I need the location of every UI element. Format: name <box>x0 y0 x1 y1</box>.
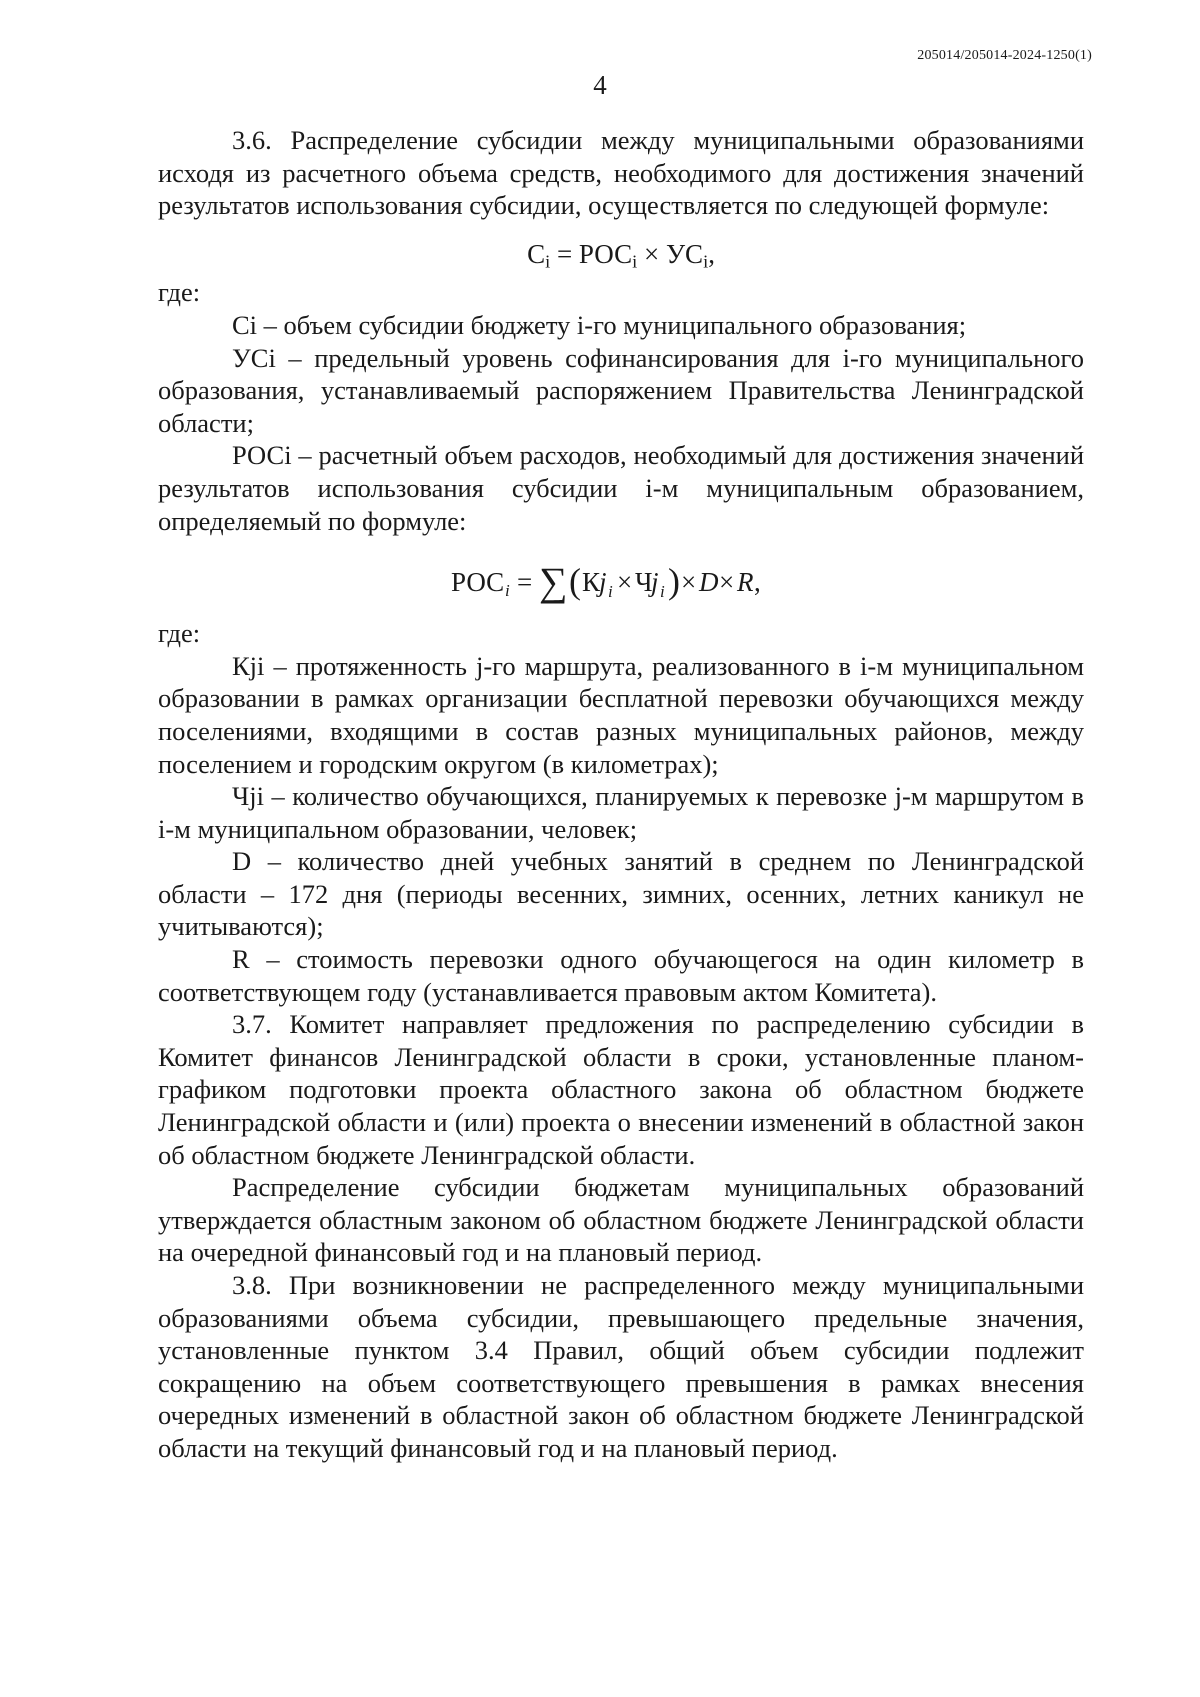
definition-roci: РОСi – расчетный объем расходов, необходимый для достижения значений результатов использования субсидии i-м муниципальным образованием, определяемый по формуле: <box>158 440 1084 536</box>
paragraph-3-6-intro: 3.6. Распределение субсидии между муниципальными образованиями исходя из расчетного объема средств, необходимого для достижения значений результатов использования субсидии, осуществляется по следующей формуле: <box>158 125 1084 221</box>
formula-roci-lhs-sub: i <box>505 581 510 601</box>
where-label-1: где: <box>158 277 201 308</box>
formula-roci-tail: , <box>754 567 761 598</box>
formula-ci-roc: = РОС <box>550 238 633 269</box>
formula-roci-k-i: i <box>608 582 613 602</box>
formula-ci <box>158 238 1084 271</box>
formula-roci-ch-j: j <box>651 567 659 598</box>
formula-ci-lhs-sub: i <box>545 251 551 272</box>
paragraph-3-7-distribution: Распределение субсидии бюджетам муниципальных образований утверждается областным законом об областном бюджете Ленинградской области на очередной финансовый год и на плановый период. <box>158 1172 1084 1268</box>
formula-roci-times-2: × <box>681 567 697 598</box>
document-id: 205014/205014-2024-1250(1) <box>917 48 1092 63</box>
formula-ci-lhs: C <box>527 238 546 269</box>
formula-roci-ch-i: i <box>660 582 665 602</box>
definition-d: D – количество дней учебных занятий в среднем по Ленинградской области – 172 дня (периоды весенних, зимних, осенних, летних каникул не учитываются); <box>158 846 1084 942</box>
formula-roci-open-paren: ( <box>569 561 581 602</box>
definition-usi: УСi – предельный уровень софинансирования для i-го муниципального образования, устанавливаемый распоряжением Правительства Ленинградской области; <box>158 342 1084 438</box>
where-label-2: где: <box>158 618 201 649</box>
formula-ci-roc-sub: i <box>632 251 638 272</box>
formula-roci-ch: Ч <box>635 567 653 598</box>
formula-roci-close-paren: ) <box>668 561 680 602</box>
definition-kji: Кji – протяженность j-го маршрута, реализованного в i-м муниципальном образовании в рамках организации бесплатной перевозки обучающихся между поселениями, входящими в состав разных муниципальных районов, между поселением и городским округом (в километрах); <box>158 650 1084 779</box>
paragraph-3-7: 3.7. Комитет направляет предложения по распределению субсидии в Комитет финансов Ленинградской области в сроки, установленные планом-графиком подготовки проекта областного закона об областном бюджете Ленинградской области и (или) проекта о внесении изменений в областной закон об областном бюджете Ленинградской области. <box>158 1009 1084 1170</box>
definition-chji: Чji – количество обучающихся, планируемых к перевозке j-м маршрутом в i-м муниципальном образовании, человек; <box>158 781 1084 844</box>
formula-roci-svg <box>451 559 791 605</box>
formula-roci <box>158 559 1084 605</box>
definition-r: R – стоимость перевозки одного обучающегося на один километр в соответствующем году (устанавливается правовым актом Комитета). <box>158 944 1084 1007</box>
formula-roci-lhs: РОС <box>451 567 505 598</box>
formula-roci-k-j: j <box>599 567 607 598</box>
document-body <box>158 124 1084 1465</box>
formula-roci-eq: = <box>517 567 533 598</box>
paragraph-3-8: 3.8. При возникновении не распределенного между муниципальными образованиями объема субсидии, превышающего предельные значения, установленные пунктом 3.4 Правил, общий объем субсидии подлежит сокращению на объем соответствующего превышения в рамках внесения очередных изменений в областной закон об областном бюджете Ленинградской области на текущий финансовый год и на плановый период. <box>158 1270 1084 1463</box>
formula-roci-k: К <box>582 567 601 598</box>
formula-roci-d: D <box>699 567 719 598</box>
formula-ci-us-sub: i <box>703 251 709 272</box>
page-number: 4 <box>593 70 607 100</box>
definition-ci: Ci – объем субсидии бюджету i-го муниципального образования; <box>232 309 967 340</box>
formula-roci-sum: ∑ <box>539 559 568 605</box>
formula-roci-times-3: × <box>719 567 735 598</box>
formula-ci-tail: , <box>708 238 715 269</box>
formula-roci-r: R <box>737 567 754 598</box>
formula-roci-times-1: × <box>617 567 633 598</box>
formula-ci-us: × УС <box>637 238 704 269</box>
